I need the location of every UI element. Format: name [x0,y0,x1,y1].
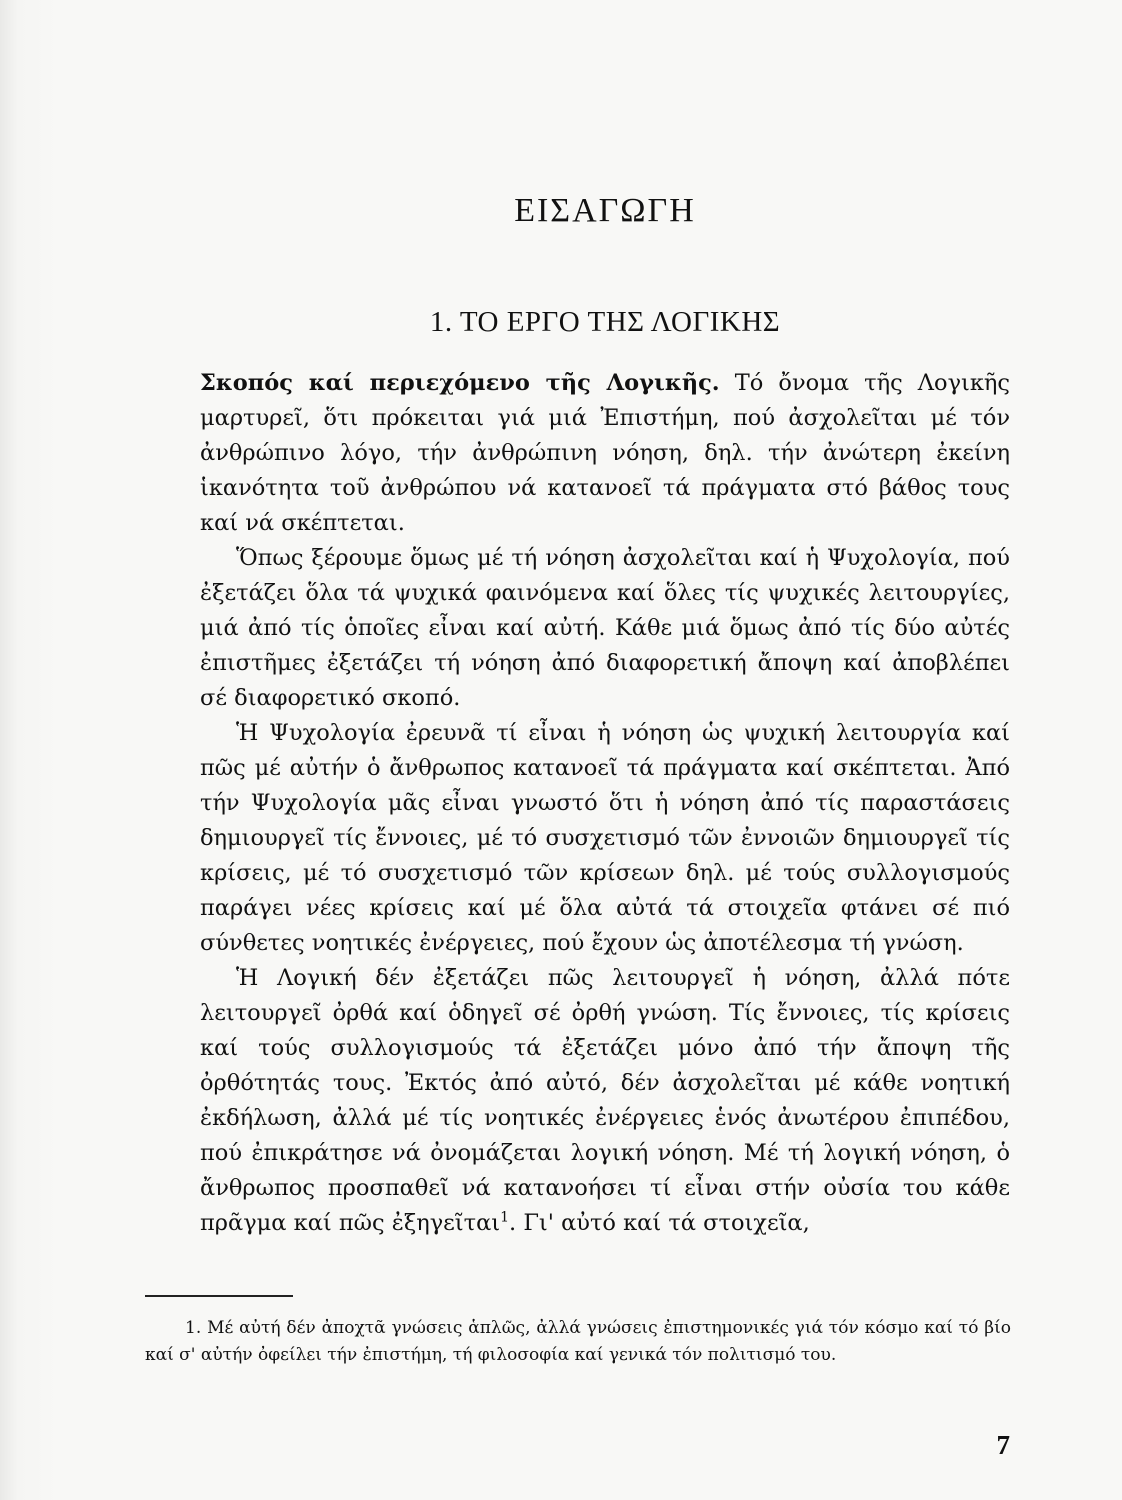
paragraph-4 [200,961,1010,1241]
paragraph-1 [200,366,1010,541]
paragraph-text: Ἡ Ψυχολογία ἐρευνᾶ τί εἶναι ἡ νόηση ὡς ψυχική λειτουργία καί πῶς μέ αὐτήν ὁ ἄνθρωπος κατανοεῖ τά πράγματα καί σκέπτεται. Ἀπό τήν Ψυχολογία μᾶς εἶναι γνωστό ὅτι ἡ νόηση ἀπό τίς παραστάσεις δημιουργεῖ τίς ἔννοιες, μέ τό συσχετισμό τῶν ἐννοιῶν δημιουργεῖ τίς κρίσεις, μέ τό συσχετισμό τῶν κρίσεων δηλ. μέ τούς συλλογισμούς παράγει νέες κρίσεις καί μέ ὅλα αὐτά τά στοιχεῖα φτάνει σέ πιό σύνθετες νοητικές ἐνέργειες, πού ἔχουν ὡς ἀποτέλεσμα τή γνώση. [200,720,1010,956]
paragraph-lead: Σκοπός καί περιεχόμενο τῆς Λογικῆς. [200,370,720,396]
paragraph-text: Ὅπως ξέρουμε ὅμως μέ τή νόηση ἀσχολεῖται καί ἡ Ψυχολογία, πού ἐξετάζει ὅλα τά ψυχικά φαινόμενα καί ὅλες τίς ψυχικές λειτουργίες, μιά ἀπό τίς ὁποῖες εἶναι καί αὐτή. Κάθε μιά ὅμως ἀπό τίς δύο αὐτές ἐπιστῆμες ἐξετάζει τή νόηση ἀπό διαφορετική ἄποψη καί ἀποβλέπει σέ διαφορετικό σκοπό. [200,545,1010,711]
footnote-text: Μέ αὐτή δέν ἀποχτᾶ γνώσεις ἁπλῶς, ἀλλά γνώσεις ἐπιστημονικές γιά τόν κόσμο καί τό βίο καί σ' αὐτήν ὀφείλει τήν ἐπιστήμη, τή φιλοσοφία καί γενικά τόν πολιτισμό του. [145,1318,1011,1365]
section-title: 1. ΤΟ ΕΡΓΟ ΤΗΣ ΛΟΓΙΚΗΣ [429,306,781,338]
paragraph-text: Τό ὄνομα τῆς Λογικῆς μαρτυρεῖ, ὅτι πρόκειται γιά μιά Ἐπιστήμη, πού ἀσχολεῖται μέ τόν ἀνθρώπινο λόγο, τήν ἀνθρώπινη νόηση, δηλ. τήν ἀνώτερη ἐκείνη ἱκανότητα τοῦ ἀνθρώπου νά κατανοεῖ τά πράγματα στό βάθος τους καί νά σκέπτεται. [200,370,1010,536]
footnote-marker: 1. [185,1318,202,1338]
paragraph-2 [200,541,1010,716]
footnote-divider [145,1295,293,1297]
paragraph-text-continued: . Γι' αὐτό καί τά στοιχεῖα, [509,1210,810,1236]
body-text [200,366,1010,1241]
paragraph-3 [200,716,1010,961]
paragraph-text: Ἡ Λογική δέν ἐξετάζει πῶς λειτουργεῖ ἡ νόηση, ἀλλά πότε λειτουργεῖ ὀρθά καί ὁδηγεῖ σέ ὀρθή γνώση. Τίς ἔννοιες, τίς κρίσεις καί τούς συλλογισμούς τά ἐξετάζει μόνο ἀπό τήν ἄποψη τῆς ὀρθότητάς τους. Ἐκτός ἀπό αὐτό, δέν ἀσχολεῖται μέ κάθε νοητική ἐκδήλωση, ἀλλά μέ τίς νοητικές ἐνέργειες ἑνός ἀνωτέρου ἐπιπέδου, πού ἐπικράτησε νά ὀνομάζεται λογική νόηση. Μέ τή λογική νόηση, ὁ ἄνθρωπος προσπαθεῖ νά κατανοήσει τί εἶναι στήν οὐσία του κάθε πρᾶγμα καί πῶς ἐξηγεῖται [200,965,1010,1236]
footnote-reference[interactable]: 1 [500,1209,510,1226]
page-number: 7 [996,1430,1010,1460]
chapter-title: ΕΙΣΑΓΩΓΗ [514,192,696,229]
footnote-paragraph [145,1315,1011,1369]
footnote [145,1315,1011,1369]
